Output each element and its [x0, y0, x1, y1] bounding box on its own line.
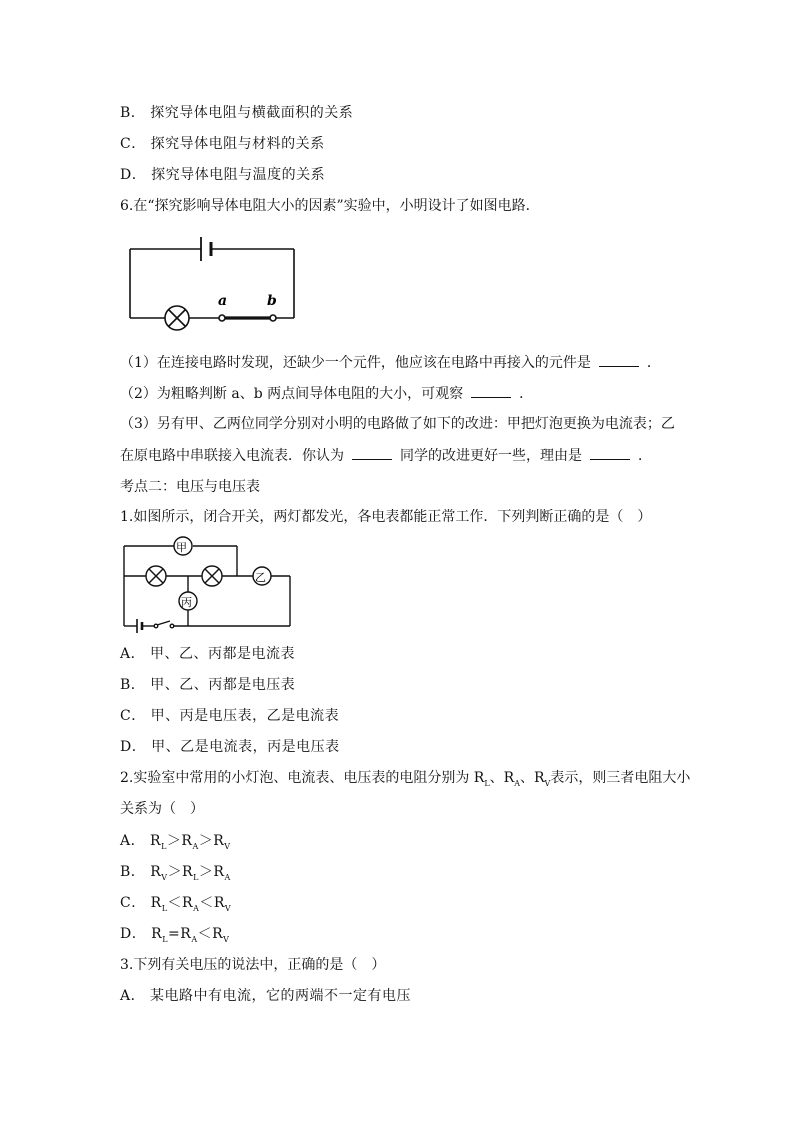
section-title: 考点二：电压与电压表: [120, 479, 260, 495]
q1-option-a: A． 甲、乙、丙都是电流表: [120, 646, 296, 662]
answer-blank: [599, 352, 639, 367]
switch-lever: [157, 621, 170, 625]
circuit-diagram-q1: [120, 536, 295, 636]
answer-blank: [471, 383, 511, 398]
label-b: b: [267, 293, 277, 309]
question-6-stem: 6.在“探究影响导体电阻大小的因素”实验中，小明设计了如图电路．: [120, 198, 540, 214]
answer-blank: [352, 445, 392, 460]
question-2-stem-line2: 关系为（ ）: [120, 801, 204, 817]
q2-option-a: A． $R_L>R_A>R_V$: [120, 833, 231, 851]
option-d-prev: D． 探究导体电阻与温度的关系: [120, 167, 326, 183]
q2-option-b: B． $R_V>R_L>R_A$: [120, 864, 231, 882]
q3-option-a: A． 某电路中有电流，它的两端不一定有电压: [120, 988, 412, 1004]
meter-yi-label: 乙: [255, 571, 266, 584]
question-6-sub3-line1: （3）另有甲、乙两位同学分别对小明的电路做了如下的改进：甲把灯泡更换为电流表；乙: [120, 416, 675, 432]
q1-option-d: D． 甲、乙是电流表，丙是电压表: [120, 739, 340, 755]
circuit-diagram-q6: [125, 232, 300, 332]
question-6-sub1: （1）在连接电路时发现，还缺少一个元件，他应该在电路中再接入的元件是 ．: [120, 352, 661, 373]
q2-option-c: C． $R_L<R_A<R_V$: [120, 895, 232, 913]
question-3-stem: 3.下列有关电压的说法中，正确的是（ ）: [120, 957, 386, 973]
meter-bing-label: 丙: [181, 596, 192, 609]
meter-jia-label: 甲: [176, 541, 187, 554]
terminal-b: [270, 315, 276, 321]
question-1-stem: 1.如图所示，闭合开关，两灯都发光，各电表都能正常工作．下列判断正确的是（ ）: [120, 509, 652, 525]
answer-blank: [590, 445, 630, 460]
question-6-sub3-line2: 在原电路中串联接入电流表．你认为 同学的改进更好一些，理由是 ．: [120, 445, 652, 466]
q2-option-d: D． $R_L=R_A<R_V$: [120, 926, 230, 944]
question-6-sub2: （2）为粗略判断 a、b 两点间导体电阻的大小，可观察 ．: [120, 383, 533, 404]
question-2-stem-line1: 2.实验室中常用的小灯泡、电流表、电压表的电阻分别为 $R_L$、$R_A$、$R_V$表示，则三者电阻大小: [120, 770, 691, 788]
label-a: a: [218, 293, 228, 309]
terminal-a: [219, 315, 225, 321]
option-b-prev: B． 探究导体电阻与横截面积的关系: [120, 105, 354, 121]
q1-option-c: C． 甲、丙是电压表，乙是电流表: [120, 708, 340, 724]
option-c-prev: C． 探究导体电阻与材料的关系: [120, 136, 325, 152]
q1-option-b: B． 甲、乙、丙都是电压表: [120, 677, 296, 693]
